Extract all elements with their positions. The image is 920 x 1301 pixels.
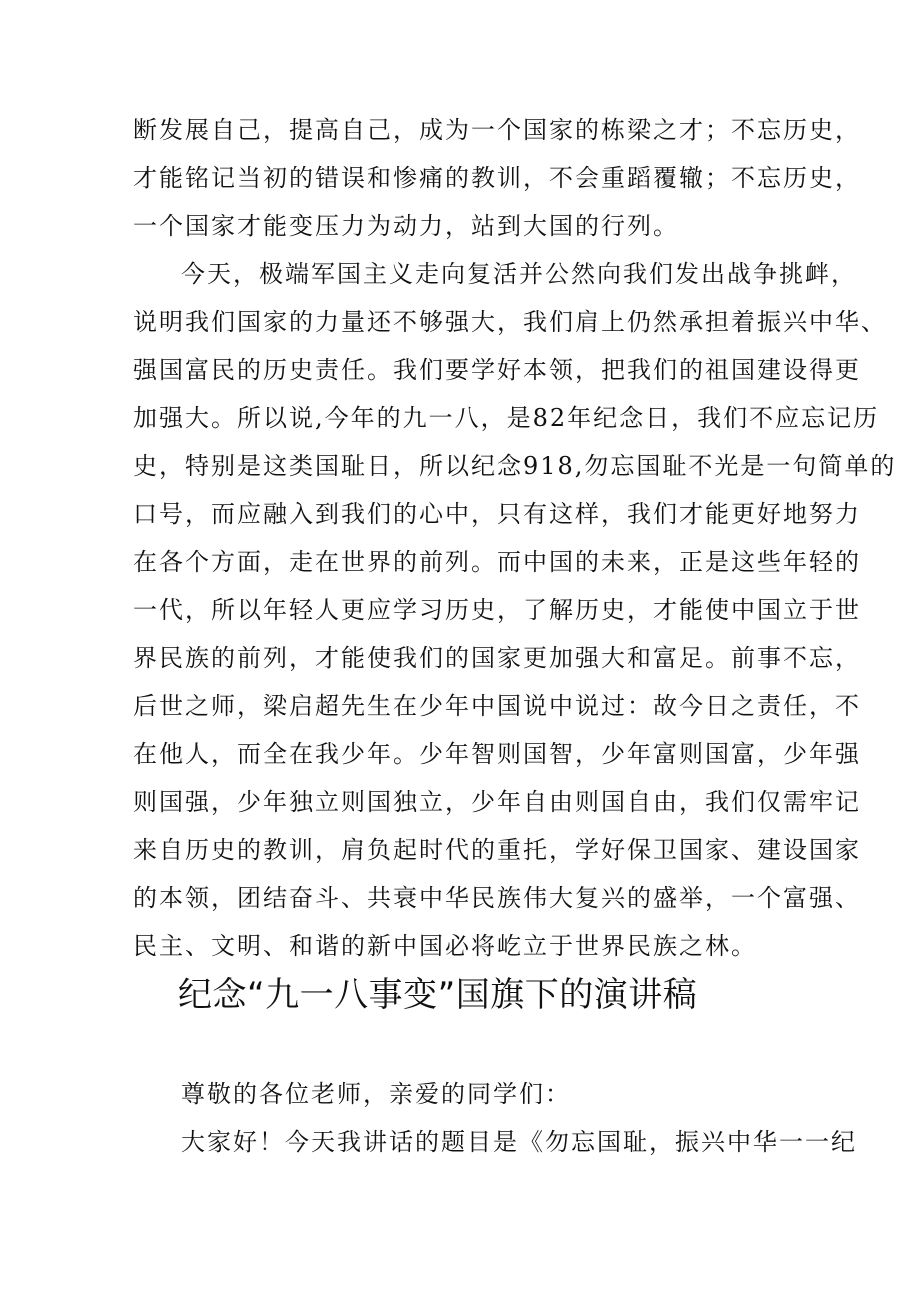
text-line: 则国强，少年独立则国独立，少年自由则国自由，我们仅需牢记	[133, 788, 861, 816]
text-line: 断发展自己，提高自己，成为一个国家的栋梁之才；不忘历史，	[133, 116, 861, 144]
text-line: 民主、文明、和谐的新中国必将屹立于世界民族之林。	[133, 932, 757, 960]
text-line: 才能铭记当初的错误和惨痛的教训，不会重蹈覆辙；不忘历史，	[133, 164, 861, 192]
text-line: 后世之师，梁启超先生在少年中国说中说过：故今日之责任，不	[133, 692, 861, 720]
text-line: 一代，所以年轻人更应学习历史，了解历史，才能使中国立于世	[133, 596, 861, 624]
text-line: 在各个方面，走在世界的前列。而中国的未来，正是这些年轻的	[133, 548, 861, 576]
speech-opening: 大家好！今天我讲话的题目是《勿忘国耻，振兴中华一一纪	[181, 1128, 857, 1156]
text-line: 在他人，而全在我少年。少年智则国智，少年富则国富，少年强	[133, 740, 861, 768]
text-line: 说明我们国家的力量还不够强大，我们肩上仍然承担着振兴中华、	[133, 308, 887, 336]
salutation: 尊敬的各位老师，亲爱的同学们：	[181, 1080, 571, 1108]
text-line: 口号，而应融入到我们的心中，只有这样，我们才能更好地努力	[133, 500, 861, 528]
text-line: 一个国家才能变压力为动力，站到大国的行列。	[133, 212, 679, 240]
text-line: 来自历史的教训，肩负起时代的重托，学好保卫国家、建设国家	[133, 836, 861, 864]
section-title: 纪念“九一八事变”国旗下的演讲稿	[178, 975, 698, 1015]
text-line: 的本领，团结奋斗、共衰中华民族伟大复兴的盛举，一个富强、	[133, 884, 861, 912]
text-line: 界民族的前列，才能使我们的国家更加强大和富足。前事不忘，	[133, 644, 861, 672]
text-line: 今天，极端军国主义走向复活并公然向我们发出战争挑衅，	[181, 260, 857, 288]
text-line: 史，特别是这类国耻日，所以纪念918,勿忘国耻不光是一句简单的	[133, 452, 897, 480]
text-line: 强国富民的历史责任。我们要学好本领，把我们的祖国建设得更	[133, 356, 861, 384]
text-line: 加强大。所以说,今年的九一八，是82年纪念日，我们不应忘记历	[133, 404, 880, 432]
